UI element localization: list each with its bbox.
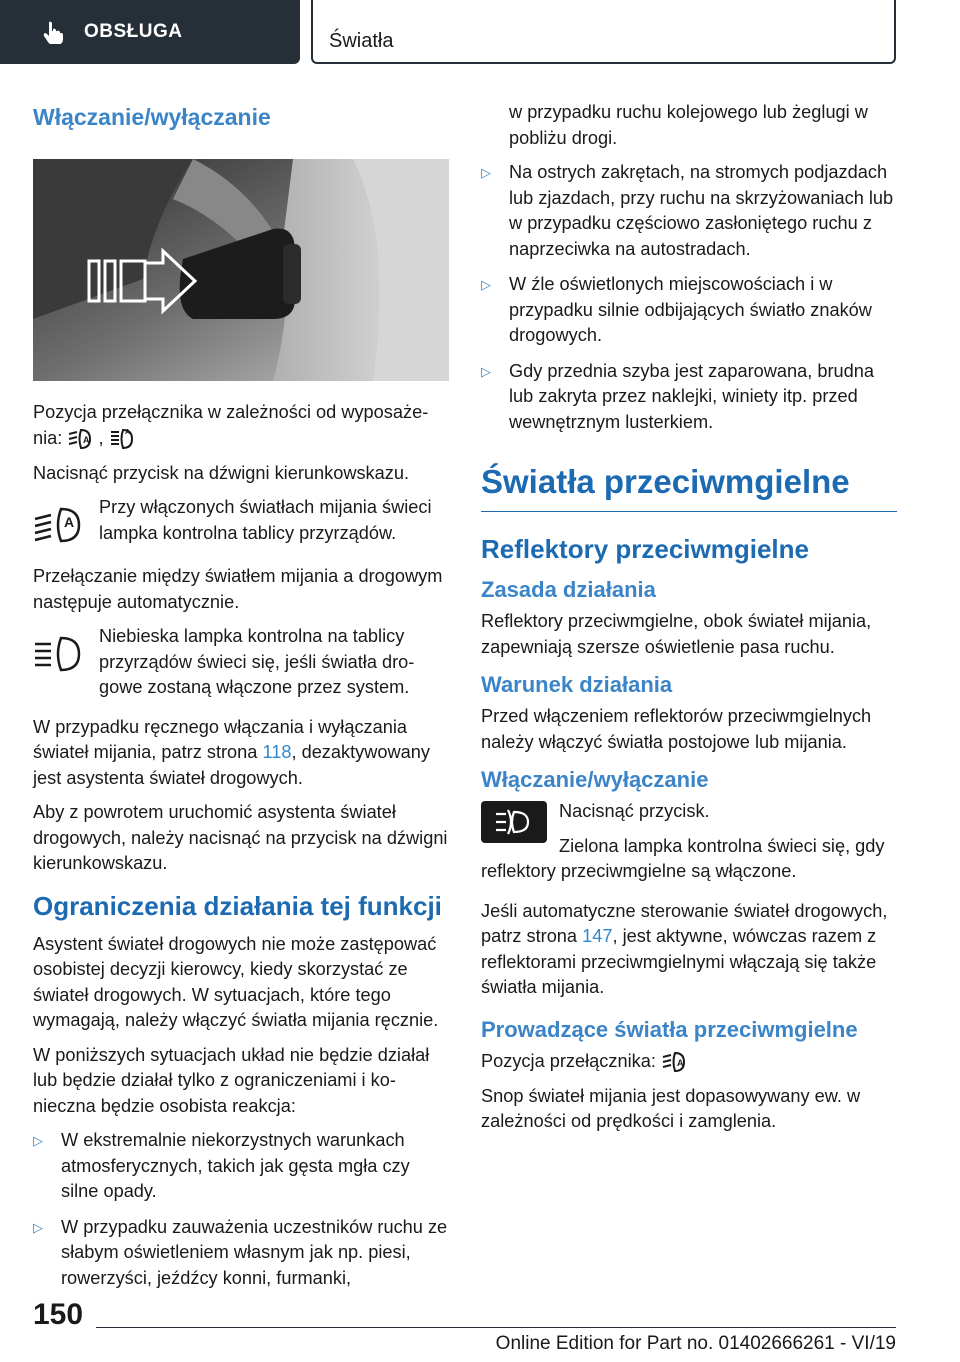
list-item	[33, 1215, 449, 1292]
paragraph-limitations-1: Asystent świateł drogowych nie może zastępować osobistej decyzji kierowcy, kiedy skorzystać ze świateł drogowych. W sytuacjach, które tego wymagają, należy włączyć światła mijania ręcznie.	[33, 933, 439, 1031]
heading-leading-fog: Prowadzące światła przeciwmgielne	[481, 1016, 858, 1042]
text-auto-control-rest: , jest aktywne, wówczas razem z reflektorami przeciwmgielnymi włączają się także światła mijania.	[481, 926, 877, 997]
chapter-heading-fog-lights: Światła przeciwmgielne	[481, 463, 897, 512]
list-item-text: Gdy przednia szyba jest zaparowana, brudna lub zakryta przez naklejki, winiety itp. przed wewnętrznym lusterkiem.	[509, 360, 874, 432]
list-item-text: Na ostrych zakrętach, na stromych podjazdach lub zjazdach, przy ruchu na skrzyżowaniach lub w przypadku częściowo zasłoniętego ruchu z naprzeciwka na autostradach.	[509, 162, 894, 259]
section-label: OBSŁUGA	[84, 21, 183, 42]
paragraph-switch-pos	[481, 1049, 897, 1075]
svg-text:A: A	[83, 434, 90, 445]
chapter-box	[311, 0, 896, 64]
section-heading-onoff: Włączanie/wyłączanie	[33, 104, 271, 130]
heading-fog-lamps: Reflektory przeciwmgielne	[481, 534, 809, 564]
bullet-triangle-icon: ▷	[481, 165, 491, 180]
green-low-beam-indicator-icon	[33, 505, 83, 545]
blue-high-beam-indicator-icon	[33, 634, 83, 674]
high-beam-auto-icon	[109, 426, 135, 452]
text-manual-switch: W przypadku ręcznego włączania i wyłączania świateł mijania, patrz strona	[33, 716, 408, 763]
footer-edition: Online Edition for Part no. 01402666261 - VI/19	[495, 1333, 896, 1354]
turn-signal-lever-photo	[33, 159, 449, 381]
text-deactivated: , dezaktywowany jest asystenta świateł drogowych.	[33, 742, 430, 788]
svg-text:A: A	[124, 428, 130, 436]
page-link-147[interactable]: 147	[582, 926, 613, 946]
page-number: 150	[33, 1298, 84, 1331]
low-beam-auto-icon	[661, 1049, 687, 1075]
text-switch-position: Pozycja przełącznika w zależności od wyposażenia:	[33, 402, 429, 448]
chapter-label: Światła	[329, 30, 394, 52]
heading-principle: Zasada działania	[481, 577, 656, 602]
page-link-118[interactable]: 118	[262, 742, 292, 763]
bullet-triangle-icon: ▷	[33, 1219, 43, 1235]
paragraph-press-button: Nacisnąć przycisk na dźwigni kierunkowskazu.	[33, 462, 410, 483]
indicator-low-beam-text: Przy włączonych światłach mijania świeci lampka kontrolna tablicy przyrządów.	[99, 497, 432, 543]
indicator-low-beam-note	[33, 495, 449, 550]
heading-limitations: Ograniczenia działania tej funkcji	[33, 890, 442, 921]
paragraph-beam-adjust: Snop świateł mijania jest dopasowywany ew. w zależności od prędkości i zamglenia.	[481, 1085, 861, 1132]
svg-text:A: A	[676, 1057, 684, 1068]
list-item-text: W źle oświetlonych miejscowościach i w przypadku silnie odbijających światło znaków drogowych.	[509, 274, 872, 345]
paragraph-principle: Reflektory przeciwmgielne, obok świateł mijania, zapewniają szersze oświetlenie pasa ruchu.	[481, 611, 872, 657]
fog-button-block	[481, 799, 897, 885]
paragraph-manual-switch	[33, 715, 449, 792]
limitations-list-left	[33, 1128, 449, 1291]
bullet-triangle-icon: ▷	[481, 363, 491, 379]
paragraph-condition: Przed włączeniem reflektorów przeciwmgielnych należy włączyć światła postojowe lub mijania.	[481, 706, 872, 752]
left-column	[33, 96, 449, 1301]
bullet-triangle-icon: ▷	[33, 1133, 43, 1149]
paragraph-continued: w przypadku ruchu kolejowego lub żeglugi w pobliżu drogi.	[509, 102, 868, 148]
list-item	[481, 160, 897, 262]
indicator-high-beam-text: Niebieska lampka kontrolna na tablicy przyrządów świeci się, jeśli światła drogowe zostaną włączone przez system.	[99, 626, 415, 698]
front-fog-light-icon	[494, 808, 534, 836]
paragraph-press: Nacisnąć przycisk.	[559, 801, 710, 821]
paragraph-green-indicator: Zielona lampka kontrolna świeci się, gdy reflektory przeciwmgielne są włączone.	[481, 835, 885, 881]
separator-comma: ,	[98, 427, 104, 448]
indicator-high-beam-note	[33, 624, 449, 701]
list-item	[33, 1128, 449, 1205]
list-item	[481, 272, 897, 349]
right-column	[481, 100, 897, 1144]
section-tab	[0, 0, 300, 64]
paragraph-limitations-2: W poniższych sytuacjach układ nie będzie działał lub będzie działał tylko z ograniczeniami i konieczna będzie osobista reakcja:	[33, 1044, 430, 1116]
paragraph-restart-assistant: Aby z powrotem uruchomić asystenta świateł drogowych, należy nacisnąć na przycisk na dźwigni kierunkowskazu.	[33, 802, 448, 874]
fog-light-button[interactable]	[481, 801, 547, 843]
paragraph-auto-control	[481, 899, 897, 1001]
hand-pointer-icon	[42, 20, 64, 44]
paragraph-auto-switch: Przełączanie między światłem mijania a drogowym następuje automatycznie.	[33, 566, 443, 612]
page-header	[0, 0, 960, 66]
list-item-text: W przypadku zauważenia uczestników ruchu ze słabym oświetleniem własnym jak np. piesi, rowerzyści, jeźdźcy konni, furmanki,	[61, 1216, 448, 1288]
text-switch-pos: Pozycja przełącznika:	[481, 1050, 656, 1071]
footer-rule	[96, 1327, 896, 1328]
limitations-list-right	[481, 160, 897, 435]
heading-fog-onoff: Włączanie/wyłączanie	[481, 767, 709, 792]
paragraph-switch-position	[33, 400, 449, 452]
svg-text:A: A	[64, 514, 75, 531]
text-auto-control: Jeśli automatyczne sterowanie świateł drogowych, patrz strona	[481, 900, 888, 946]
list-item-text: W ekstremalnie niekorzystnych warunkach atmosferycznych, takich jak gęsta mgła czy silne opady.	[61, 1130, 410, 1202]
bullet-triangle-icon: ▷	[481, 277, 491, 292]
low-beam-auto-icon	[67, 426, 93, 452]
list-item	[481, 359, 897, 436]
heading-condition: Warunek działania	[481, 672, 673, 697]
